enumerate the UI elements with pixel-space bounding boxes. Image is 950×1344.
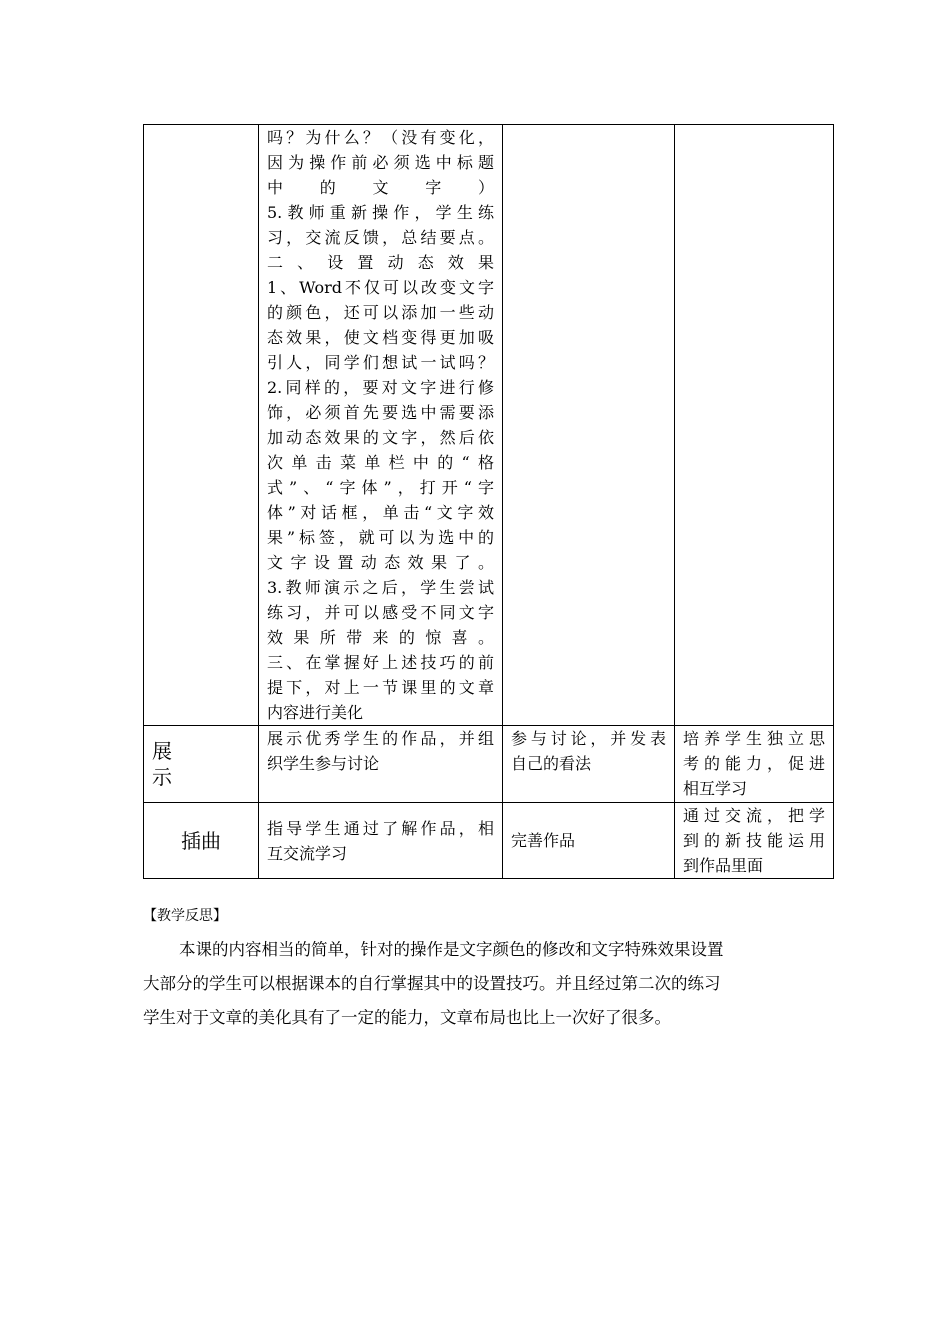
cell-text-line: 习，交流反馈，总结要点。 <box>267 228 494 247</box>
cell-text-line: 内容进行美化 <box>267 703 364 722</box>
cell-text-line: 考的能力，促进 <box>683 754 825 773</box>
cell-text-line: 3.教师演示之后，学生尝试 <box>267 578 494 597</box>
cell-text-line: 5.教师重新操作，学生练 <box>267 203 494 222</box>
cell-text-line: 2.同样的，要对文字进行修 <box>267 378 494 397</box>
cell-text-line: 展 <box>152 739 172 763</box>
reflection-line: 大部分的学生可以根据课本的自行掌握其中的设置技巧。并且经过第二次的练习 <box>143 974 721 993</box>
design-intent-cell-empty <box>675 125 834 726</box>
cell-text-line: 到作品里面 <box>683 856 764 875</box>
cell-text-line: 次单击菜单栏中的“格 <box>267 453 494 472</box>
cell-text-line: 吗？为什么？（没有变化， <box>267 128 494 147</box>
cell-text-line: 因为操作前必须选中标题 <box>267 153 494 172</box>
cell-text-line: 1、Word不仅可以改变文字 <box>267 278 494 297</box>
cell-text-line: 加动态效果的文字，然后依 <box>267 428 494 447</box>
reflection-title: 【教学反思】 <box>143 908 227 924</box>
stage-cell-showcase <box>144 726 259 803</box>
student-activity-cell: 完善作品 <box>503 803 675 879</box>
cell-text-line: 果”标签，就可以为选中的 <box>267 528 494 547</box>
cell-text-line: 通过交流，把学 <box>683 806 825 825</box>
cell-text-line: 体”对话框，单击“文字效 <box>267 503 494 522</box>
cell-text-line: 织学生参与讨论 <box>267 754 380 773</box>
cell-text-line: 文字设置动态效果了。 <box>267 553 494 572</box>
student-activity-cell <box>503 726 675 803</box>
cell-text-line: 相互学习 <box>683 779 748 798</box>
table-row-activity <box>144 125 834 726</box>
cell-text-line: 提下，对上一节课里的文章 <box>267 678 494 697</box>
cell-text-line: 中的文字） <box>267 178 494 197</box>
cell-text-line: 式”、“字体”，打开“字 <box>267 478 494 497</box>
cell-text-line: 自己的看法 <box>511 754 592 773</box>
cell-text-line: 饰，必须首先要选中需要添 <box>267 403 494 422</box>
cell-text-line: 指导学生通过了解作品，相 <box>267 818 494 838</box>
stage-cell-empty <box>144 125 259 726</box>
teacher-activity-cell <box>259 803 503 879</box>
cell-text-line: 二、设置动态效果 <box>267 253 494 272</box>
cell-text-line: 参与讨论，并发表 <box>511 729 666 748</box>
teacher-activity-cell <box>259 726 503 803</box>
design-intent-cell <box>675 803 834 879</box>
cell-text-line: 的颜色，还可以添加一些动 <box>267 303 494 322</box>
cell-text-line: 练习，并可以感受不同文字 <box>267 603 494 622</box>
cell-text-line: 引人，同学们想试一试吗？ <box>267 353 494 372</box>
table-row-showcase <box>144 726 834 803</box>
cell-text-line: 展示优秀学生的作品，并组 <box>267 729 494 748</box>
design-intent-cell <box>675 726 834 803</box>
cell-text-line: 效果所带来的惊喜。 <box>267 628 494 647</box>
cell-text-line: 态效果，使文档变得更加吸 <box>267 328 494 347</box>
teaching-reflection <box>143 906 843 1028</box>
stage-cell-interlude: 插曲 <box>144 803 259 879</box>
lesson-plan-table <box>143 124 834 879</box>
table-row-interlude <box>144 803 834 879</box>
cell-text-line: 互交流学习 <box>267 843 348 863</box>
cell-text-line: 三、在掌握好上述技巧的前 <box>267 653 494 672</box>
cell-text-line: 到的新技能运用 <box>683 831 825 850</box>
teacher-activity-cell <box>259 125 503 726</box>
cell-text-line: 培养学生独立思 <box>683 729 825 748</box>
reflection-line: 本课的内容相当的简单，针对的操作是文字颜色的修改和文字特殊效果设置 <box>179 940 724 959</box>
reflection-line: 学生对于文章的美化具有了一定的能力，文章布局也比上一次好了很多。 <box>143 1008 671 1027</box>
cell-text-line: 示 <box>152 765 172 789</box>
student-activity-cell-empty <box>503 125 675 726</box>
